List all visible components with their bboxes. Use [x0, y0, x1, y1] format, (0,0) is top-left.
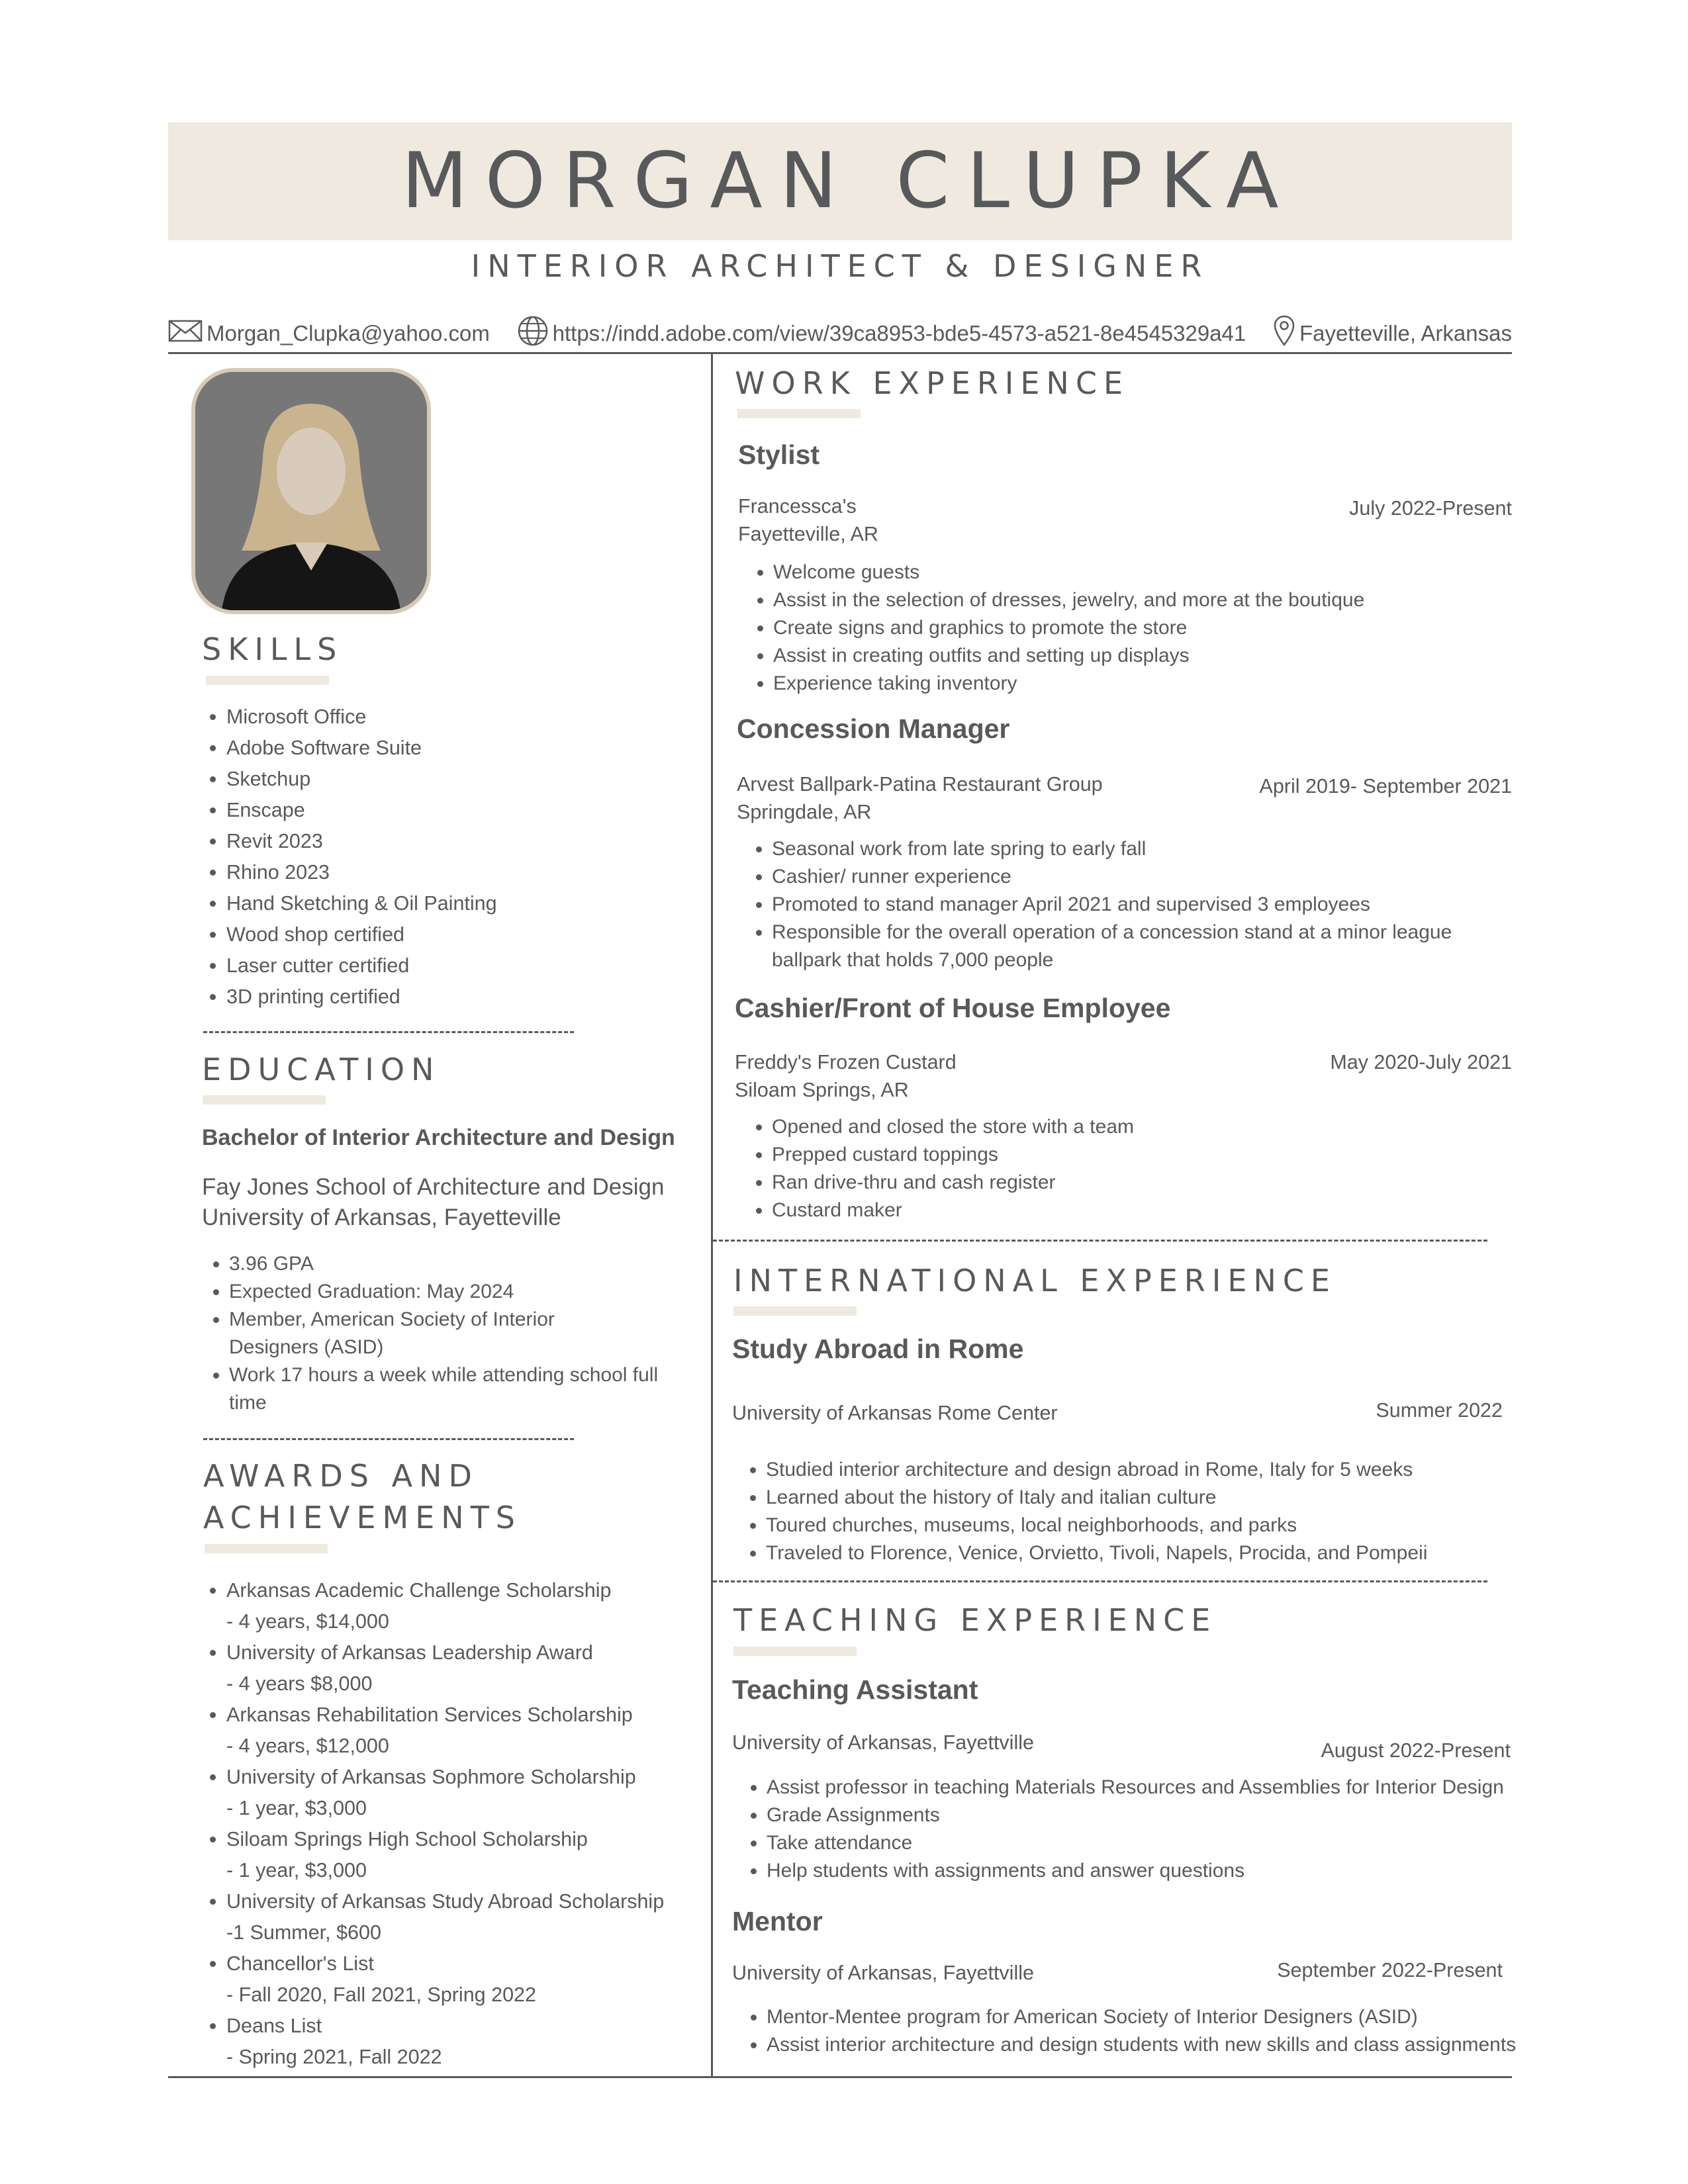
list-item: • Enscape — [226, 795, 703, 826]
job-dates: July 2022-Present — [1349, 497, 1512, 520]
list-item: • Responsible for the overall operation of a concession stand at a minor league ballpark that holds 7,000 people — [772, 919, 1533, 974]
program-dates: Summer 2022 — [1376, 1399, 1503, 1422]
role-title: Teaching Assistant — [732, 1674, 978, 1705]
award-name: • Arkansas Academic Challenge Scholarship — [226, 1579, 612, 1602]
contact-website-text: https://indd.adobe.com/view/39ca8953-bde5-4573-a521-8e4545329a41 — [552, 321, 1246, 345]
award-detail: - 4 years $8,000 — [226, 1672, 373, 1695]
list-item: • Toured churches, museums, local neighborhoods, and parks — [766, 1512, 1560, 1539]
contact-location-text: Fayetteville, Arkansas — [1299, 321, 1512, 345]
list-item — [226, 2011, 729, 2073]
international-heading: INTERNATIONAL EXPERIENCE — [733, 1263, 1336, 1298]
teaching-underline — [733, 1647, 857, 1656]
skills-heading: SKILLS — [202, 631, 344, 667]
contact-location — [1273, 314, 1512, 353]
list-item — [226, 1824, 729, 1886]
award-name: • Siloam Springs High School Scholarship — [226, 1828, 588, 1850]
list-item: • Traveled to Florence, Venice, Orvietto, Tivoli, Napels, Procida, and Pompeii — [766, 1539, 1560, 1567]
work-heading: WORK EXPERIENCE — [735, 365, 1130, 401]
job-location: Fayetteville, AR — [738, 523, 878, 545]
job-title: Concession Manager — [737, 713, 1010, 744]
list-item: • Grade Assignments — [767, 1801, 1594, 1829]
award-name: • University of Arkansas Study Abroad Scholarship — [226, 1890, 665, 1913]
award-detail: - 4 years, $14,000 — [226, 1610, 389, 1633]
role-bullets — [733, 1774, 1594, 1885]
list-item: • Assist interior architecture and design students with new skills and class assignments — [767, 2031, 1620, 2059]
list-item: • Adobe Software Suite — [226, 733, 703, 764]
contact-bar — [168, 318, 1512, 349]
footer-divider — [168, 2076, 1512, 2078]
list-item — [226, 1575, 729, 1637]
job-dates: May 2020-July 2021 — [1330, 1051, 1512, 1073]
job-title: Stylist — [738, 439, 820, 470]
education-university: University of Arkansas, Fayetteville — [202, 1205, 561, 1230]
international-underline — [733, 1306, 857, 1316]
list-item: • Promoted to stand manager April 2021 and supervised 3 employees — [772, 891, 1533, 919]
job-employer: Arvest Ballpark-Patina Restaurant Group — [737, 773, 1103, 796]
contact-email[interactable] — [168, 319, 490, 348]
list-item: • Assist in the selection of dresses, jewelry, and more at the boutique — [773, 586, 1568, 614]
section-divider — [203, 1438, 574, 1442]
list-item: • Microsoft Office — [226, 702, 703, 733]
list-item: • Cashier/ runner experience — [772, 863, 1533, 891]
job-employer: Freddy's Frozen Custard — [735, 1051, 957, 1073]
role-title: Mentor — [732, 1906, 823, 1936]
list-item: • Member, American Society of Interior Designers (ASID) — [229, 1306, 706, 1361]
list-item: • Seasonal work from late spring to early fall — [772, 835, 1533, 863]
list-item: • Opened and closed the store with a team — [772, 1113, 1533, 1141]
role-institution: University of Arkansas, Fayettville — [732, 1731, 1034, 1754]
skills-list — [193, 702, 703, 1013]
list-item: • Help students with assignments and answer questions — [767, 1857, 1594, 1885]
contact-email-text: Morgan_Clupka@yahoo.com — [207, 321, 490, 345]
list-item: • Custard maker — [772, 1197, 1533, 1224]
list-item: • Laser cutter certified — [226, 950, 703, 981]
awards-heading-line2: ACHIEVEMENTS — [203, 1500, 522, 1535]
list-item: • Rhino 2023 — [226, 857, 703, 888]
list-item: • Mentor-Mentee program for American Society of Interior Designers (ASID) — [767, 2003, 1620, 2031]
list-item: • Revit 2023 — [226, 826, 703, 857]
education-heading: EDUCATION — [202, 1052, 441, 1087]
skills-underline — [206, 676, 329, 685]
candidate-name: MORGAN CLUPKA — [401, 136, 1296, 226]
role-dates: September 2022-Present — [1277, 1959, 1503, 1981]
list-item: • Prepped custard toppings — [772, 1141, 1533, 1169]
education-underline — [203, 1095, 326, 1105]
globe-icon — [517, 315, 549, 352]
role-dates: August 2022-Present — [1321, 1739, 1511, 1762]
program-title: Study Abroad in Rome — [732, 1334, 1024, 1364]
teaching-heading: TEACHING EXPERIENCE — [733, 1602, 1217, 1638]
job-location: Springdale, AR — [737, 801, 872, 823]
job-dates: April 2019- September 2021 — [1259, 775, 1512, 797]
job-title: Cashier/Front of House Employee — [735, 993, 1171, 1023]
award-detail: - 4 years, $12,000 — [226, 1735, 389, 1757]
awards-heading-line1: AWARDS AND — [203, 1458, 479, 1494]
education-list — [196, 1250, 706, 1417]
list-item: • 3.96 GPA — [229, 1250, 706, 1278]
award-detail: - 1 year, $3,000 — [226, 1859, 367, 1882]
list-item: • Create signs and graphics to promote the store — [773, 614, 1568, 642]
list-item: • Studied interior architecture and design abroad in Rome, Italy for 5 weeks — [766, 1456, 1560, 1484]
list-item: • Experience taking inventory — [773, 670, 1568, 698]
education-school: Fay Jones School of Architecture and Design — [202, 1174, 665, 1200]
list-item — [226, 1948, 729, 2011]
list-item — [226, 1886, 729, 1948]
portrait-image — [195, 372, 427, 610]
map-pin-icon — [1273, 314, 1295, 353]
award-name: • Deans List — [226, 2015, 322, 2037]
award-detail: -1 Summer, $600 — [226, 1921, 381, 1944]
award-name: • University of Arkansas Sophmore Scholarship — [226, 1766, 636, 1788]
job-bullets — [740, 559, 1568, 698]
work-underline — [737, 409, 861, 418]
role-institution: University of Arkansas, Fayettville — [732, 1962, 1034, 1984]
list-item: • Work 17 hours a week while attending school full time — [229, 1361, 706, 1417]
contact-website[interactable] — [517, 315, 1246, 352]
list-item: • Take attendance — [767, 1829, 1594, 1857]
candidate-subtitle: INTERIOR ARCHITECT & DESIGNER — [471, 248, 1209, 284]
job-employer: Francessca's — [738, 495, 857, 518]
profile-photo — [191, 368, 431, 614]
award-name: • University of Arkansas Leadership Award — [226, 1641, 593, 1664]
section-divider — [203, 1031, 574, 1035]
header-divider — [168, 352, 1512, 354]
list-item — [226, 1700, 729, 1762]
list-item: • Sketchup — [226, 764, 703, 795]
list-item: • Assist professor in teaching Materials Resources and Assemblies for Interior Design — [767, 1774, 1594, 1801]
list-item: • Welcome guests — [773, 559, 1568, 586]
list-item: • Expected Graduation: May 2024 — [229, 1278, 706, 1306]
list-item: • Assist in creating outfits and setting up displays — [773, 642, 1568, 670]
section-divider — [713, 1580, 1487, 1584]
award-name: • Chancellor's List — [226, 1952, 374, 1975]
list-item: • Learned about the history of Italy and italian culture — [766, 1484, 1560, 1512]
award-detail: - Fall 2020, Fall 2021, Spring 2022 — [226, 1983, 536, 2006]
list-item: • 3D printing certified — [226, 981, 703, 1013]
job-bullets — [739, 835, 1533, 974]
list-item: • Wood shop certified — [226, 919, 703, 950]
award-detail: - 1 year, $3,000 — [226, 1797, 367, 1819]
education-degree: Bachelor of Interior Architecture and Design — [202, 1125, 675, 1150]
award-detail: - Spring 2021, Fall 2022 — [226, 2046, 442, 2068]
job-location: Siloam Springs, AR — [735, 1079, 909, 1101]
list-item: • Ran drive-thru and cash register — [772, 1169, 1533, 1197]
awards-list — [193, 1575, 729, 2073]
international-bullets — [733, 1456, 1560, 1567]
job-bullets — [739, 1113, 1533, 1224]
list-item — [226, 1637, 729, 1700]
program-institution: University of Arkansas Rome Center — [732, 1402, 1058, 1424]
section-divider — [713, 1240, 1487, 1244]
award-name: • Arkansas Rehabilitation Services Scholarship — [226, 1704, 633, 1726]
awards-underline — [205, 1544, 328, 1553]
role-bullets — [733, 2003, 1620, 2059]
list-item: • Hand Sketching & Oil Painting — [226, 888, 703, 919]
envelope-icon — [168, 319, 203, 348]
list-item — [226, 1762, 729, 1824]
name-band — [168, 122, 1512, 240]
